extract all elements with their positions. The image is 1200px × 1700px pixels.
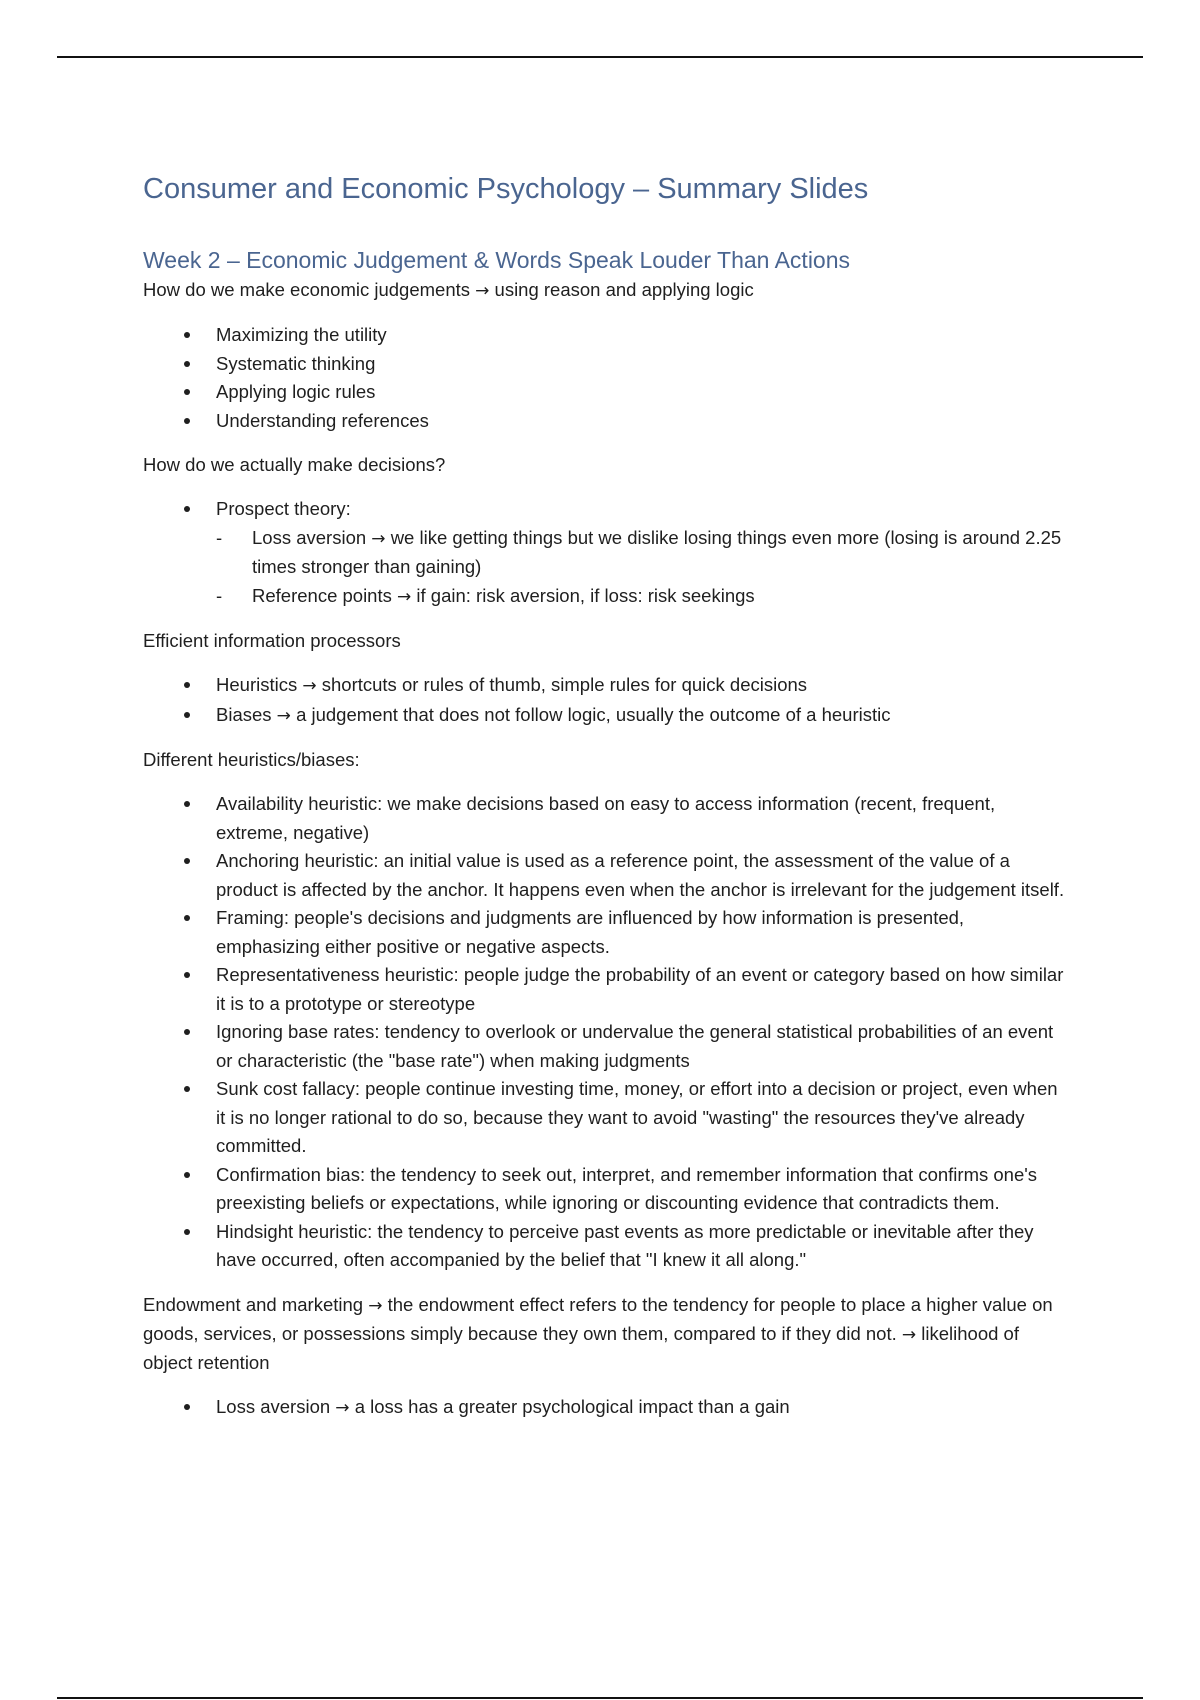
prospect-label: Prospect theory: xyxy=(216,498,351,519)
definition: a judgement that does not follow logic, usually the outcome of a heuristic xyxy=(296,703,891,725)
different-heading: Different heuristics/biases: xyxy=(143,749,360,770)
definition: shortcuts or rules of thumb, simple rules for quick decisions xyxy=(321,674,808,695)
endowment-list xyxy=(143,1393,1068,1423)
efficient-heading: Efficient information processors xyxy=(143,630,401,651)
footer-rule xyxy=(57,1697,1143,1699)
definition: a loss has a greater psychological impact than a gain xyxy=(354,1395,790,1417)
list-item: Ignoring base rates: tendency to overlook or undervalue the general statistical probabilities of an event or characteristic (the "base rate") when making judgments xyxy=(143,1018,1068,1075)
document-title: Consumer and Economic Psychology – Summary Slides xyxy=(143,173,869,205)
actual-question: How do we actually make decisions? xyxy=(143,454,446,475)
term: Heuristics xyxy=(216,674,298,695)
list-item xyxy=(143,671,1068,701)
list-item: Framing: people's decisions and judgments are influenced by how information is presented, emphasizing either positive or negative aspects. xyxy=(143,904,1068,961)
intro-paragraph xyxy=(143,276,1068,305)
definition-2: likelihood of object retention xyxy=(143,1322,1019,1373)
arrow-right-icon: → xyxy=(475,281,490,301)
list-item: Confirmation bias: the tendency to seek out, interpret, and remember information that confirms one's preexisting beliefs or expectations, while ignoring or discounting evidence that contradicts them. xyxy=(143,1161,1068,1218)
arrow-right-icon: → xyxy=(276,705,291,726)
list-item: Anchoring heuristic: an initial value is used as a reference point, the assessment of the value of a product is affected by the anchor. It happens even when the anchor is irrelevant for the judgement itself. xyxy=(143,847,1068,904)
list-item: Applying logic rules xyxy=(143,378,1068,407)
prospect-sublist xyxy=(216,524,1068,612)
list-item: Hindsight heuristic: the tendency to perceive past events as more predictable or inevitable after they have occurred, often accompanied by the belief that "I knew it all along." xyxy=(143,1218,1068,1275)
arrow-right-icon: → xyxy=(302,676,317,696)
list-item: Systematic thinking xyxy=(143,350,1068,379)
arrow-right-icon: → xyxy=(368,1295,383,1316)
intro-text-after: using reason and applying logic xyxy=(494,279,754,300)
term: Loss aversion xyxy=(216,1395,331,1417)
list-item xyxy=(143,1393,1068,1423)
document-body xyxy=(143,168,1068,1422)
definition: the endowment effect refers to the tendency for people to place a higher value on goods, services, or possessions simply because they own them, compared to if they did not. xyxy=(143,1293,1053,1344)
definition: we like getting things but we dislike losing things even more (losing is around 2.25 times stronger than gaining) xyxy=(252,526,1062,577)
term: Endowment and marketing xyxy=(143,1293,364,1315)
sublist-item xyxy=(216,524,1068,582)
term: Biases xyxy=(216,703,272,725)
arrow-right-icon: → xyxy=(397,586,412,607)
list-item: Sunk cost fallacy: people continue investing time, money, or effort into a decision or project, even when it is no longer rational to do so, because they want to avoid "wasting" the resources they've already committed. xyxy=(143,1075,1068,1161)
efficient-list xyxy=(143,671,1068,730)
endowment-paragraph xyxy=(143,1291,1068,1377)
intro-text: How do we make economic judgements xyxy=(143,279,470,300)
arrow-right-icon: → xyxy=(335,1397,350,1418)
term: Loss aversion xyxy=(252,526,367,548)
term: Reference points xyxy=(252,584,392,606)
list-item: Understanding references xyxy=(143,407,1068,436)
header-rule xyxy=(57,56,1143,58)
definition: if gain: risk aversion, if loss: risk seekings xyxy=(416,584,755,606)
logic-list xyxy=(143,321,1068,435)
list-item: Availability heuristic: we make decisions based on easy to access information (recent, frequent, extreme, negative) xyxy=(143,790,1068,847)
list-item: Maximizing the utility xyxy=(143,321,1068,350)
list-item xyxy=(143,701,1068,731)
list-item xyxy=(143,495,1068,611)
week-heading: Week 2 – Economic Judgement & Words Speak Louder Than Actions xyxy=(143,247,851,273)
list-item: Representativeness heuristic: people judge the probability of an event or category based on how similar it is to a prototype or stereotype xyxy=(143,961,1068,1018)
heuristics-list xyxy=(143,790,1068,1275)
arrow-right-icon: → xyxy=(901,1324,917,1345)
sublist-item xyxy=(216,582,1068,612)
prospect-list xyxy=(143,495,1068,611)
arrow-right-icon: → xyxy=(371,528,386,549)
